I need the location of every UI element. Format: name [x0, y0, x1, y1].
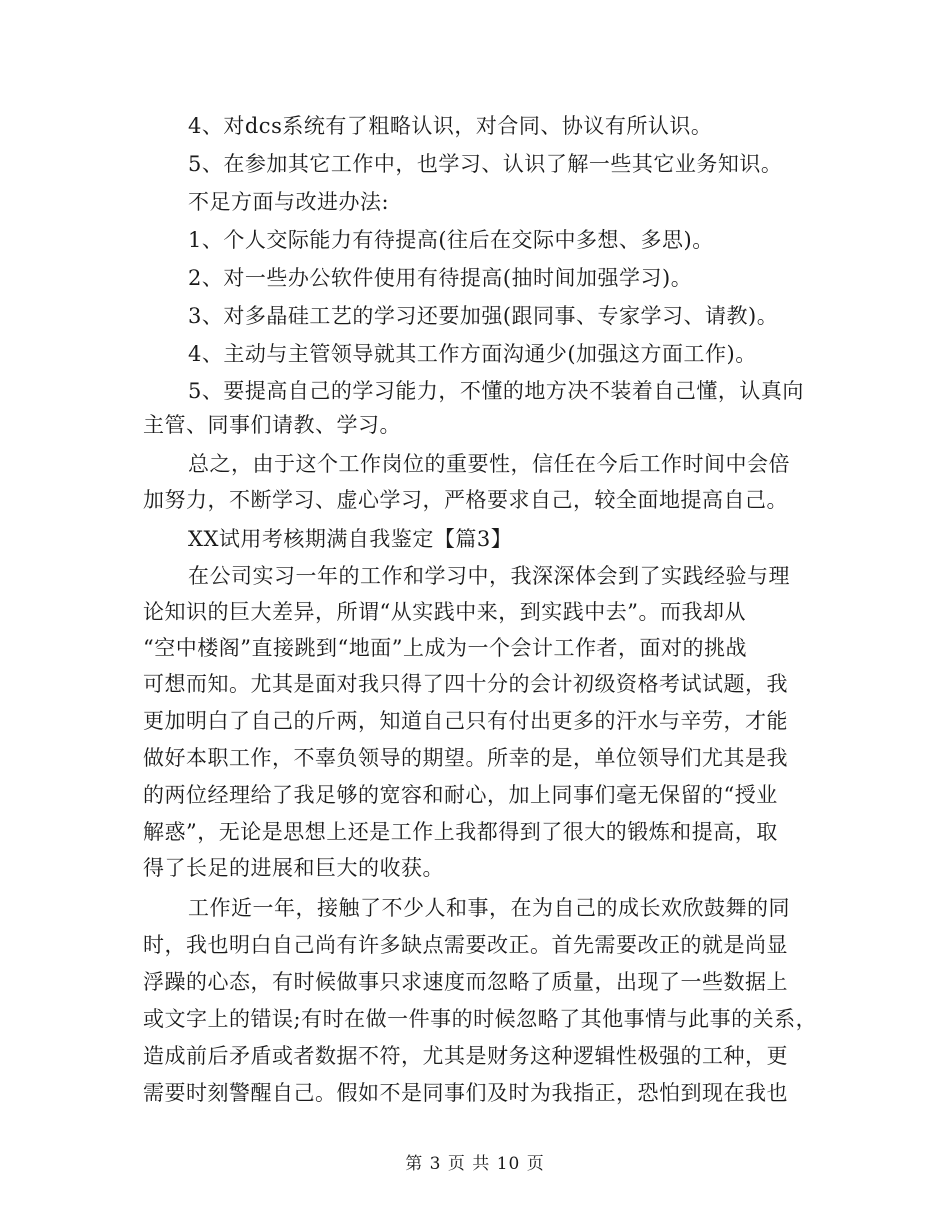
text-line: 5、在参加其它工作中，也学习、认识了解一些其它业务知识。: [188, 152, 783, 176]
section-title: XX试用考核期满自我鉴定【篇3】: [188, 527, 513, 551]
text-line: 时，我也明白自己尚有许多缺点需要改正。首先需要改正的就是尚显: [143, 933, 788, 957]
text-line: 或文字上的错误;有时在做一件事的时候忽略了其他事情与此事的关系，: [143, 1007, 818, 1031]
text-line: 主管、同事们请教、学习。: [143, 413, 401, 437]
page-footer: 第 3 页 共 10 页: [405, 1154, 545, 1174]
text-line: 解惑”，无论是思想上还是工作上我都得到了很大的锻炼和提高，取: [143, 820, 778, 844]
text-line: 1、个人交际能力有待提高(往后在交际中多想、多思)。: [188, 228, 714, 252]
text-line: 3、对多晶硅工艺的学习还要加强(跟同事、专家学习、请教)。: [188, 304, 779, 328]
text-line: 可想而知。尤其是面对我只得了四十分的会计初级资格考试试题，我: [143, 672, 788, 696]
text-line: 做好本职工作，不辜负领导的期望。所幸的是，单位领导们尤其是我: [143, 746, 788, 770]
text-line: 2、对一些办公软件使用有待提高(抽时间加强学习)。: [188, 266, 693, 290]
text-line: 4、对dcs系统有了粗略认识，对合同、协议有所认识。: [188, 114, 713, 138]
text-line: 论知识的巨大差异，所谓“从实践中来，到实践中去”。而我却从: [143, 600, 746, 624]
text-line: 总之，由于这个工作岗位的重要性，信任在今后工作时间中会倍: [188, 452, 790, 476]
section-heading: 不足方面与改进办法:: [188, 190, 390, 214]
text-line: 在公司实习一年的工作和学习中，我深深体会到了实践经验与理: [188, 564, 790, 588]
text-line: 浮躁的心态，有时候做事只求速度而忽略了质量，出现了一些数据上: [143, 970, 788, 994]
text-line: 更加明白了自己的斤两，知道自己只有付出更多的汗水与辛劳，才能: [143, 709, 788, 733]
text-line: 加努力，不断学习、虚心学习，严格要求自己，较全面地提高自己。: [143, 488, 788, 512]
text-line: 得了长足的进展和巨大的收获。: [143, 856, 444, 880]
text-line: 需要时刻警醒自己。假如不是同事们及时为我指正，恐怕到现在我也: [143, 1081, 788, 1105]
text-line: 造成前后矛盾或者数据不符，尤其是财务这种逻辑性极强的工种，更: [143, 1044, 788, 1068]
text-line: 4、主动与主管领导就其工作方面沟通少(加强这方面工作)。: [188, 342, 757, 366]
text-line: 的两位经理给了我足够的宽容和耐心，加上同事们毫无保留的“授业: [143, 783, 778, 807]
text-line: 5、要提高自己的学习能力，不懂的地方决不装着自己懂，认真向: [188, 379, 804, 403]
text-line: 工作近一年，接触了不少人和事，在为自己的成长欢欣鼓舞的同: [188, 896, 790, 920]
text-line: “空中楼阁”直接跳到“地面”上成为一个会计工作者，面对的挑战: [143, 636, 747, 660]
